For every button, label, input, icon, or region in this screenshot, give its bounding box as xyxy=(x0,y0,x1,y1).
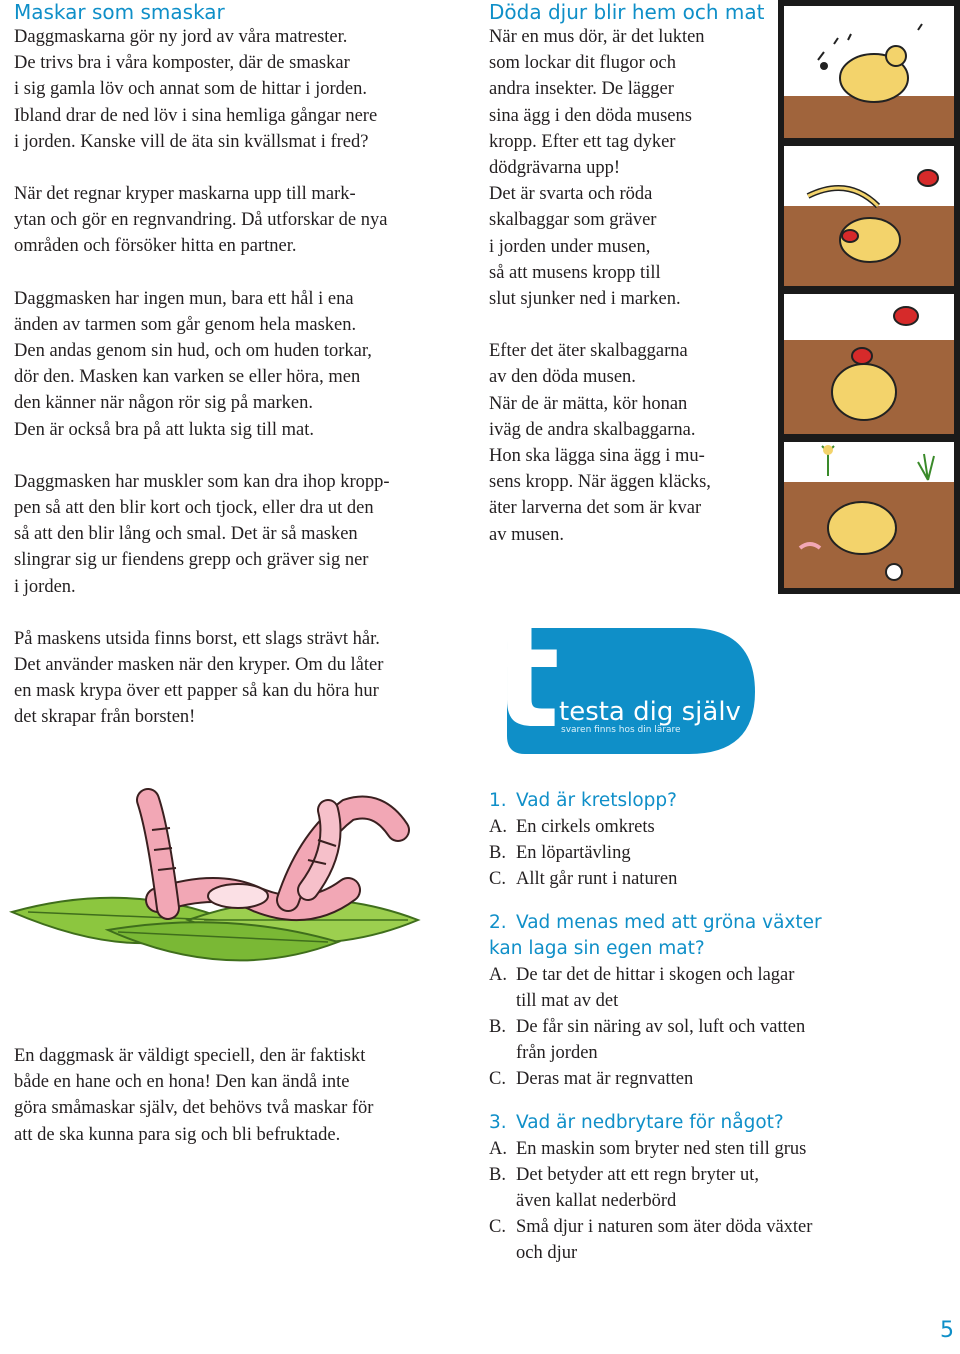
question-title: 2. Vad menas med att gröna växter xyxy=(489,912,822,933)
paragraph-worms-1: Daggmaskarna gör ny jord av våra matrester. De trivs bra i våra komposter, där de smaskar i sig gamla löv och annat som de hittar i jorden. Ibland drar de ned löv i sina hemliga gångar nere i jorden. Kanske vill de äta sin kvällsmat i fred? xyxy=(14,27,378,152)
quiz-question-3 xyxy=(489,1110,909,1266)
answer-option: C. Små djur i naturen som äter döda växter och djur xyxy=(489,1217,813,1263)
paragraph-worms-2: När det regnar kryper maskarna upp till mark- ytan och gör en regnvandring. Då utforskar de nya områden och försöker hitta en partner. xyxy=(14,184,388,257)
answer-option: B. De får sin näring av sol, luft och vatten från jorden xyxy=(489,1017,806,1063)
answer-option: A. En maskin som bryter ned sten till grus xyxy=(489,1139,807,1159)
answer-option: C. Allt går runt i naturen xyxy=(489,869,678,889)
answer-option: B. Det betyder att ett regn bryter ut, även kallat nederbörd xyxy=(489,1165,759,1211)
paragraph-dead-animals-2: Efter det äter skalbaggarna av den döda musen. När de är mätta, kör honan iväg de andra skalbaggarna. Hon ska lägga sina ägg i mu- sens kropp. När äggen kläcks, äter larverna det som är kvar av musen. xyxy=(489,341,711,545)
page-number: 5 xyxy=(940,1318,954,1343)
logo-subtitle: svaren finns hos din lärare xyxy=(561,725,681,735)
comic-panel-1 xyxy=(784,6,954,138)
quiz-question-2 xyxy=(489,910,909,1092)
question-title: 3. Vad är nedbrytare för något? xyxy=(489,1112,784,1133)
comic-panel-4 xyxy=(784,442,954,588)
answer-option: B. En löpartävling xyxy=(489,843,631,863)
logo-title: testa dig själv xyxy=(559,697,741,727)
paragraph-worms-5: På maskens utsida finns borst, ett slags strävt hår. Det använder masken när den kryper. Om du låter en mask krypa över ett papper så kan du höra hur det skrapar från borsten! xyxy=(14,628,384,728)
logo-letter: t xyxy=(493,606,560,754)
quiz-section xyxy=(489,788,909,1284)
paragraph-dead-animals-1: När en mus dör, är det lukten som lockar dit flugor och andra insekter. De lägger sina ägg i den döda musens kropp. Efter ett tag dyker dödgrävarna upp! Det är svarta och röda skalbaggar som gräver i jorden under musen, så att musens kropp till slut sjunker ned i marken. xyxy=(489,27,705,310)
question-title-continued: kan laga sin egen mat? xyxy=(489,938,705,959)
burying-beetle-comic-illustration xyxy=(778,0,960,594)
left-column xyxy=(14,0,464,731)
comic-panel-2 xyxy=(784,146,954,286)
testa-dig-sjalv-logo xyxy=(489,606,755,754)
earthworms-on-leaves-illustration xyxy=(8,770,448,996)
middle-column xyxy=(489,0,769,548)
quiz-question-1 xyxy=(489,788,909,892)
section-heading-worms: Maskar som smaskar xyxy=(14,0,225,24)
worm-caption: En daggmask är väldigt speciell, den är faktiskt både en hane och en hona! Den kan ändå inte göra småmaskar själv, det behövs två maskar för att de ska kunna para sig och bli befruktade. xyxy=(14,1046,374,1145)
section-heading-dead-animals: Döda djur blir hem och mat xyxy=(489,0,765,24)
answer-option: C. Deras mat är regnvatten xyxy=(489,1069,694,1089)
paragraph-worms-3: Daggmasken har ingen mun, bara ett hål i ena änden av tarmen som går genom hela masken. Den andas genom sin hud, och om huden torkar, dör den. Masken kan varken se eller höra, men den känner när någon rör sig på marken. Den är också bra på att lukta sig till mat. xyxy=(14,288,372,440)
answer-option: A. De tar det de hittar i skogen och lagar till mat av det xyxy=(489,965,795,1011)
answer-option: A. En cirkels omkrets xyxy=(489,817,655,837)
paragraph-worms-4: Daggmasken har muskler som kan dra ihop kropp- pen så att den blir kort och tjock, eller dra ut den så att den blir lång och smal. Det är så masken slingrar sig ur fiendens grepp och gräver sig ner i jorden. xyxy=(14,471,390,597)
question-title: 1. Vad är kretslopp? xyxy=(489,790,677,811)
comic-panel-3 xyxy=(784,294,954,434)
